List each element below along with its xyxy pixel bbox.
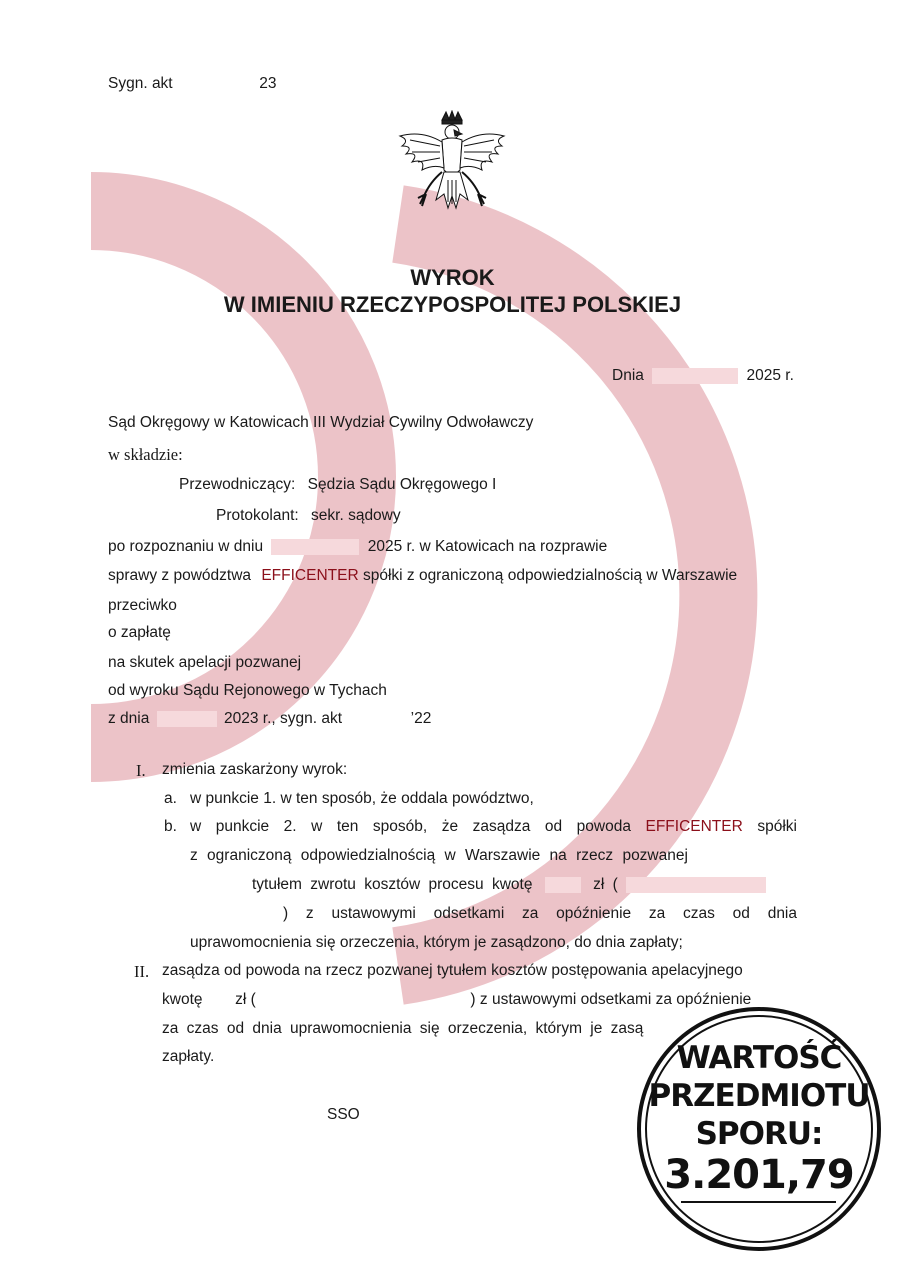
case-signature-header — [108, 75, 277, 93]
ruling-a-marker: a. — [164, 790, 177, 807]
from-judgment-line: od wyroku Sądu Rejonowego w Tychach — [108, 682, 387, 699]
ruling-b-line4: ) z ustawowymi odsetkami za opóźnienie za czas od dnia — [283, 905, 797, 922]
chair-value: Sędzia Sądu Okręgowego I — [307, 476, 497, 493]
dispute-value-stamp — [636, 1006, 882, 1252]
ruling-II-line2-suffix: ) z ustawowymi odsetkami za opóźnienie — [470, 991, 752, 1008]
ruling-II-line4: zapłaty. — [162, 1048, 215, 1065]
ruling-b-line5: uprawomocnienia się orzeczenia, którym je zasądzono, do dnia zapłaty; — [190, 934, 683, 951]
redacted-hearing-date — [271, 539, 359, 555]
judge-signature: SSO — [327, 1106, 360, 1123]
ruling-II-line1: zasądza od powoda na rzecz pozwanej tytułem kosztów postępowania apelacyjnego — [162, 962, 743, 979]
redacted-amount — [545, 877, 581, 893]
redacted-amount-words — [626, 877, 766, 893]
ruling-b-line3-mid: tytułem zwrotu kosztów procesu kwotę — [252, 876, 533, 893]
ruling-b-line3-zl: zł ( — [593, 876, 618, 893]
date-prefix: Dnia — [612, 367, 644, 384]
ruling-b-line1 — [190, 818, 797, 836]
ruling-b-marker: b. — [164, 818, 177, 835]
judgment-date-prefix: z dnia — [108, 710, 150, 727]
redacted-date — [652, 368, 738, 384]
ruling-b-line3 — [252, 876, 766, 894]
judgment-subtitle: W IMIENIU RZECZYPOSPOLITEJ POLSKIEJ — [223, 292, 682, 317]
ruling-II-line2-zl: zł ( — [235, 991, 256, 1008]
ruling-II-line3: za czas od dnia uprawomocnienia się orzeczenia, którym je zasą — [162, 1020, 644, 1037]
stamp-value: 3.201,79 — [664, 1152, 854, 1198]
chair-label: Przewodniczący: — [179, 476, 296, 493]
ruling-II-marker: II. — [134, 962, 150, 981]
court-name: Sąd Okręgowy w Katowicach III Wydział Cywilny Odwoławczy — [108, 414, 534, 431]
stamp-line1: WARTOŚĆ — [676, 1040, 842, 1076]
ruling-a-text: w punkcie 1. w ten sposób, że oddala powództwo, — [190, 790, 534, 807]
date-suffix: 2025 r. — [746, 367, 794, 384]
ruling-I-marker: I. — [136, 761, 146, 780]
hearing-prefix: po rozpoznaniu w dniu — [108, 538, 264, 555]
chair-row — [179, 476, 496, 494]
redacted-judgment-date — [157, 711, 217, 727]
sygn-suffix: 23 — [259, 75, 277, 92]
ruling-I-text: zmienia zaskarżony wyrok: — [162, 761, 348, 778]
sygn-label: Sygn. akt — [108, 75, 173, 92]
against-line: przeciwko — [108, 597, 177, 614]
appeal-line: na skutek apelacji pozwanej — [108, 654, 302, 671]
stamp-line3: SPORU: — [695, 1116, 823, 1152]
judgment-date — [612, 367, 794, 385]
composition-label: w składzie: — [108, 445, 183, 464]
plaintiff-name: EFFICENTER — [261, 567, 359, 584]
judgment-date-line — [108, 710, 431, 728]
claim-suffix: spółki z ograniczoną odpowiedzialnością w Warszawie — [362, 567, 738, 584]
polish-eagle-emblem-icon — [392, 110, 512, 240]
clerk-row — [216, 507, 401, 525]
ruling-b-line1-suffix: spółki — [757, 818, 797, 835]
claim-prefix: sprawy z powództwa — [108, 567, 252, 584]
claim-line — [108, 567, 737, 585]
judgment-date-suffix: 2023 r., sygn. akt — [224, 710, 343, 727]
ruling-b-line2: z ograniczoną odpowiedzialnością w Warszawie na rzecz pozwanej — [190, 847, 688, 864]
stamp-line2: PRZEDMIOTU — [648, 1078, 870, 1114]
ruling-II-line2-prefix: kwotę — [162, 991, 203, 1008]
clerk-label: Protokolant: — [216, 507, 299, 524]
ruling-b-plaintiff: EFFICENTER — [645, 818, 743, 835]
hearing-suffix: 2025 r. w Katowicach na rozprawie — [367, 538, 608, 555]
judgment-title: WYROK — [410, 265, 495, 290]
judgment-sygn-suffix: ’22 — [410, 710, 432, 727]
clerk-value: sekr. sądowy — [311, 507, 401, 524]
hearing-line — [108, 538, 607, 556]
ruling-b-line1-prefix: w punkcie 2. w ten sposób, że zasądza od powoda — [190, 818, 631, 835]
subject-line: o zapłatę — [108, 624, 171, 641]
